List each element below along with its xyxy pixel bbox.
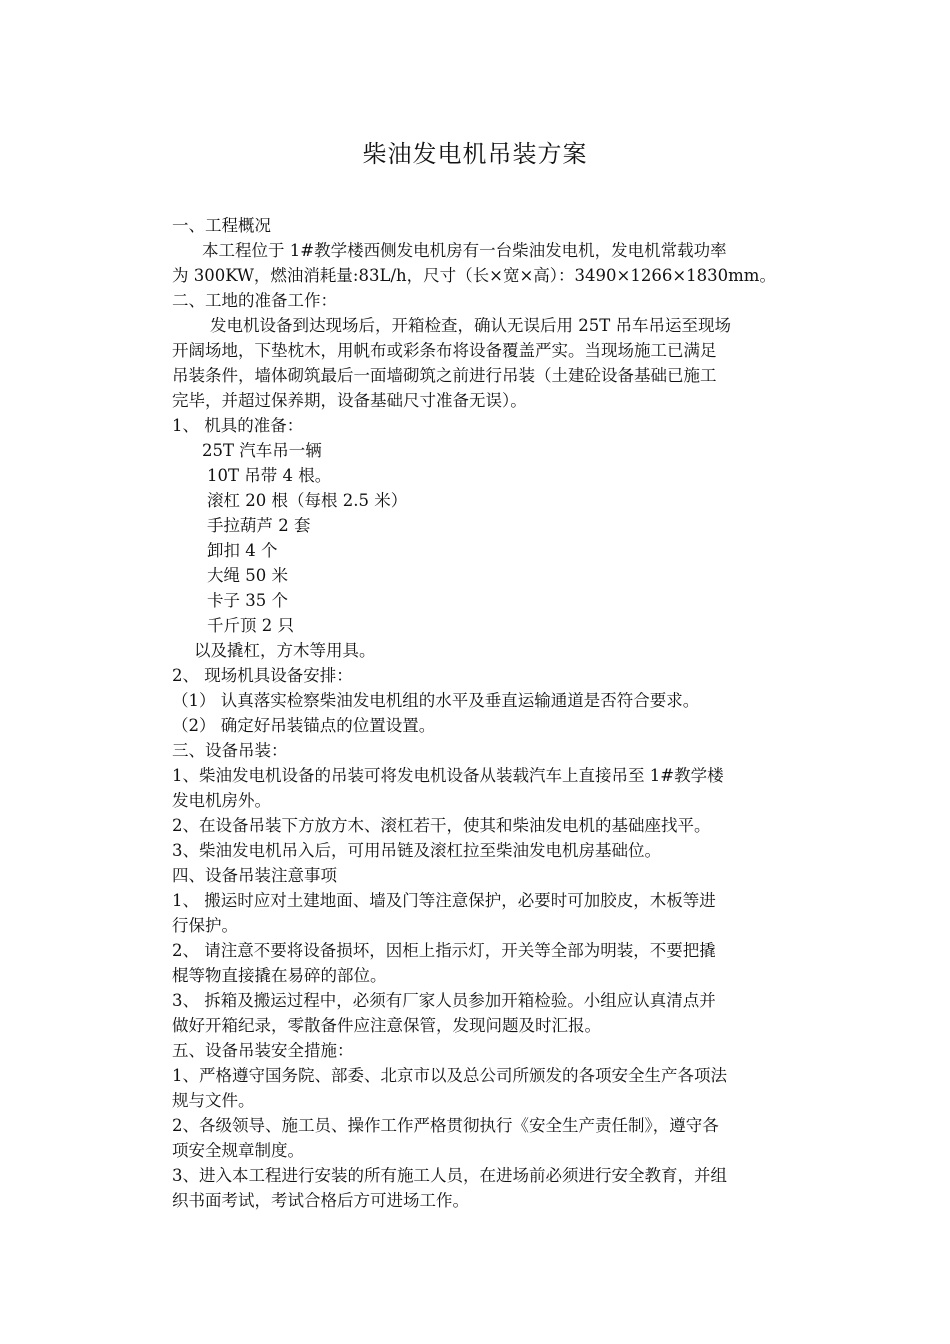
document-body (172, 213, 812, 1213)
section-heading: 五、设备吊装安全措施： (172, 1041, 354, 1060)
document-title: 柴油发电机吊装方案 (362, 140, 588, 168)
paragraph-line: 1、严格遵守国务院、部委、北京市以及总公司所颁发的各项安全生产各项法 (172, 1066, 727, 1085)
list-item: 25T 汽车吊一辆 (202, 441, 322, 460)
paragraph-line: 吊装条件，墙体砌筑最后一面墙砌筑之前进行吊装（土建砼设备基础已施工 (172, 366, 717, 385)
paragraph-line: 做好开箱纪录，零散备件应注意保管，发现问题及时汇报。 (172, 1016, 601, 1035)
paragraph-line: 开阔场地，下垫枕木，用帆布或彩条布将设备覆盖严实。当现场施工已满足 (172, 341, 717, 360)
paragraph-line: 完毕，并超过保养期，设备基础尺寸准备无误）。 (172, 391, 527, 410)
list-item: 10T 吊带 4 根。 (207, 466, 332, 485)
paragraph-line: 1、柴油发电机设备的吊装可将发电机设备从装载汽车上直接吊至 1#教学楼 (172, 766, 724, 785)
paragraph-line: 2、在设备吊装下方放方木、滚杠若干，使其和柴油发电机的基础座找平。 (172, 816, 711, 835)
paragraph-line: 发电机设备到达现场后，开箱检查，确认无误后用 25T 吊车吊运至现场 (210, 316, 731, 335)
paragraph-line: （1） 认真落实检察柴油发电机组的水平及垂直运输通道是否符合要求。 (172, 691, 700, 710)
section-heading: 一、工程概况 (172, 216, 271, 235)
subsection-heading: 2、 现场机具设备安排： (172, 666, 353, 685)
paragraph-line: 3、 拆箱及搬运过程中，必须有厂家人员参加开箱检验。小组应认真清点并 (172, 991, 716, 1010)
list-item: 以及撬杠，方木等用具。 (194, 641, 376, 660)
paragraph-line: 为 300KW，燃油消耗量:83L/h，尺寸（长×宽×高）：3490×1266×1830mm。 (172, 266, 776, 285)
paragraph-line: 3、进入本工程进行安装的所有施工人员，在进场前必须进行安全教育，并组 (172, 1166, 727, 1185)
paragraph-line: 2、 请注意不要将设备损坏，因柜上指示灯，开关等全部为明装，不要把撬 (172, 941, 716, 960)
paragraph-line: 行保护。 (172, 916, 238, 935)
section-heading: 二、工地的准备工作： (172, 291, 337, 310)
list-item: 卡子 35 个 (207, 591, 288, 610)
list-item: 滚杠 20 根（每根 2.5 米） (207, 491, 408, 510)
list-item: 手拉葫芦 2 套 (207, 516, 311, 535)
paragraph-line: 规与文件。 (172, 1091, 255, 1110)
paragraph-line: 棍等物直接撬在易碎的部位。 (172, 966, 387, 985)
paragraph-line: 2、各级领导、施工员、操作工作严格贯彻执行《安全生产责任制》，遵守各 (172, 1116, 719, 1135)
list-item: 大绳 50 米 (207, 566, 288, 585)
list-item: 卸扣 4 个 (207, 541, 278, 560)
section-heading: 三、设备吊装： (172, 741, 288, 760)
paragraph-line: （2） 确定好吊装锚点的位置设置。 (172, 716, 436, 735)
list-item: 千斤顶 2 只 (207, 616, 294, 635)
paragraph-line: 发电机房外。 (172, 791, 271, 810)
section-heading: 四、设备吊装注意事项 (172, 866, 337, 885)
paragraph-line: 织书面考试，考试合格后方可进场工作。 (172, 1191, 469, 1210)
paragraph-line: 3、柴油发电机吊入后，可用吊链及滚杠拉至柴油发电机房基础位。 (172, 841, 661, 860)
paragraph-line: 1、 搬运时应对土建地面、墙及门等注意保护，必要时可加胶皮，木板等进 (172, 891, 716, 910)
paragraph-line: 本工程位于 1#教学楼西侧发电机房有一台柴油发电机，发电机常载功率 (202, 241, 727, 260)
paragraph-line: 项安全规章制度。 (172, 1141, 304, 1160)
subsection-heading: 1、 机具的准备： (172, 416, 304, 435)
